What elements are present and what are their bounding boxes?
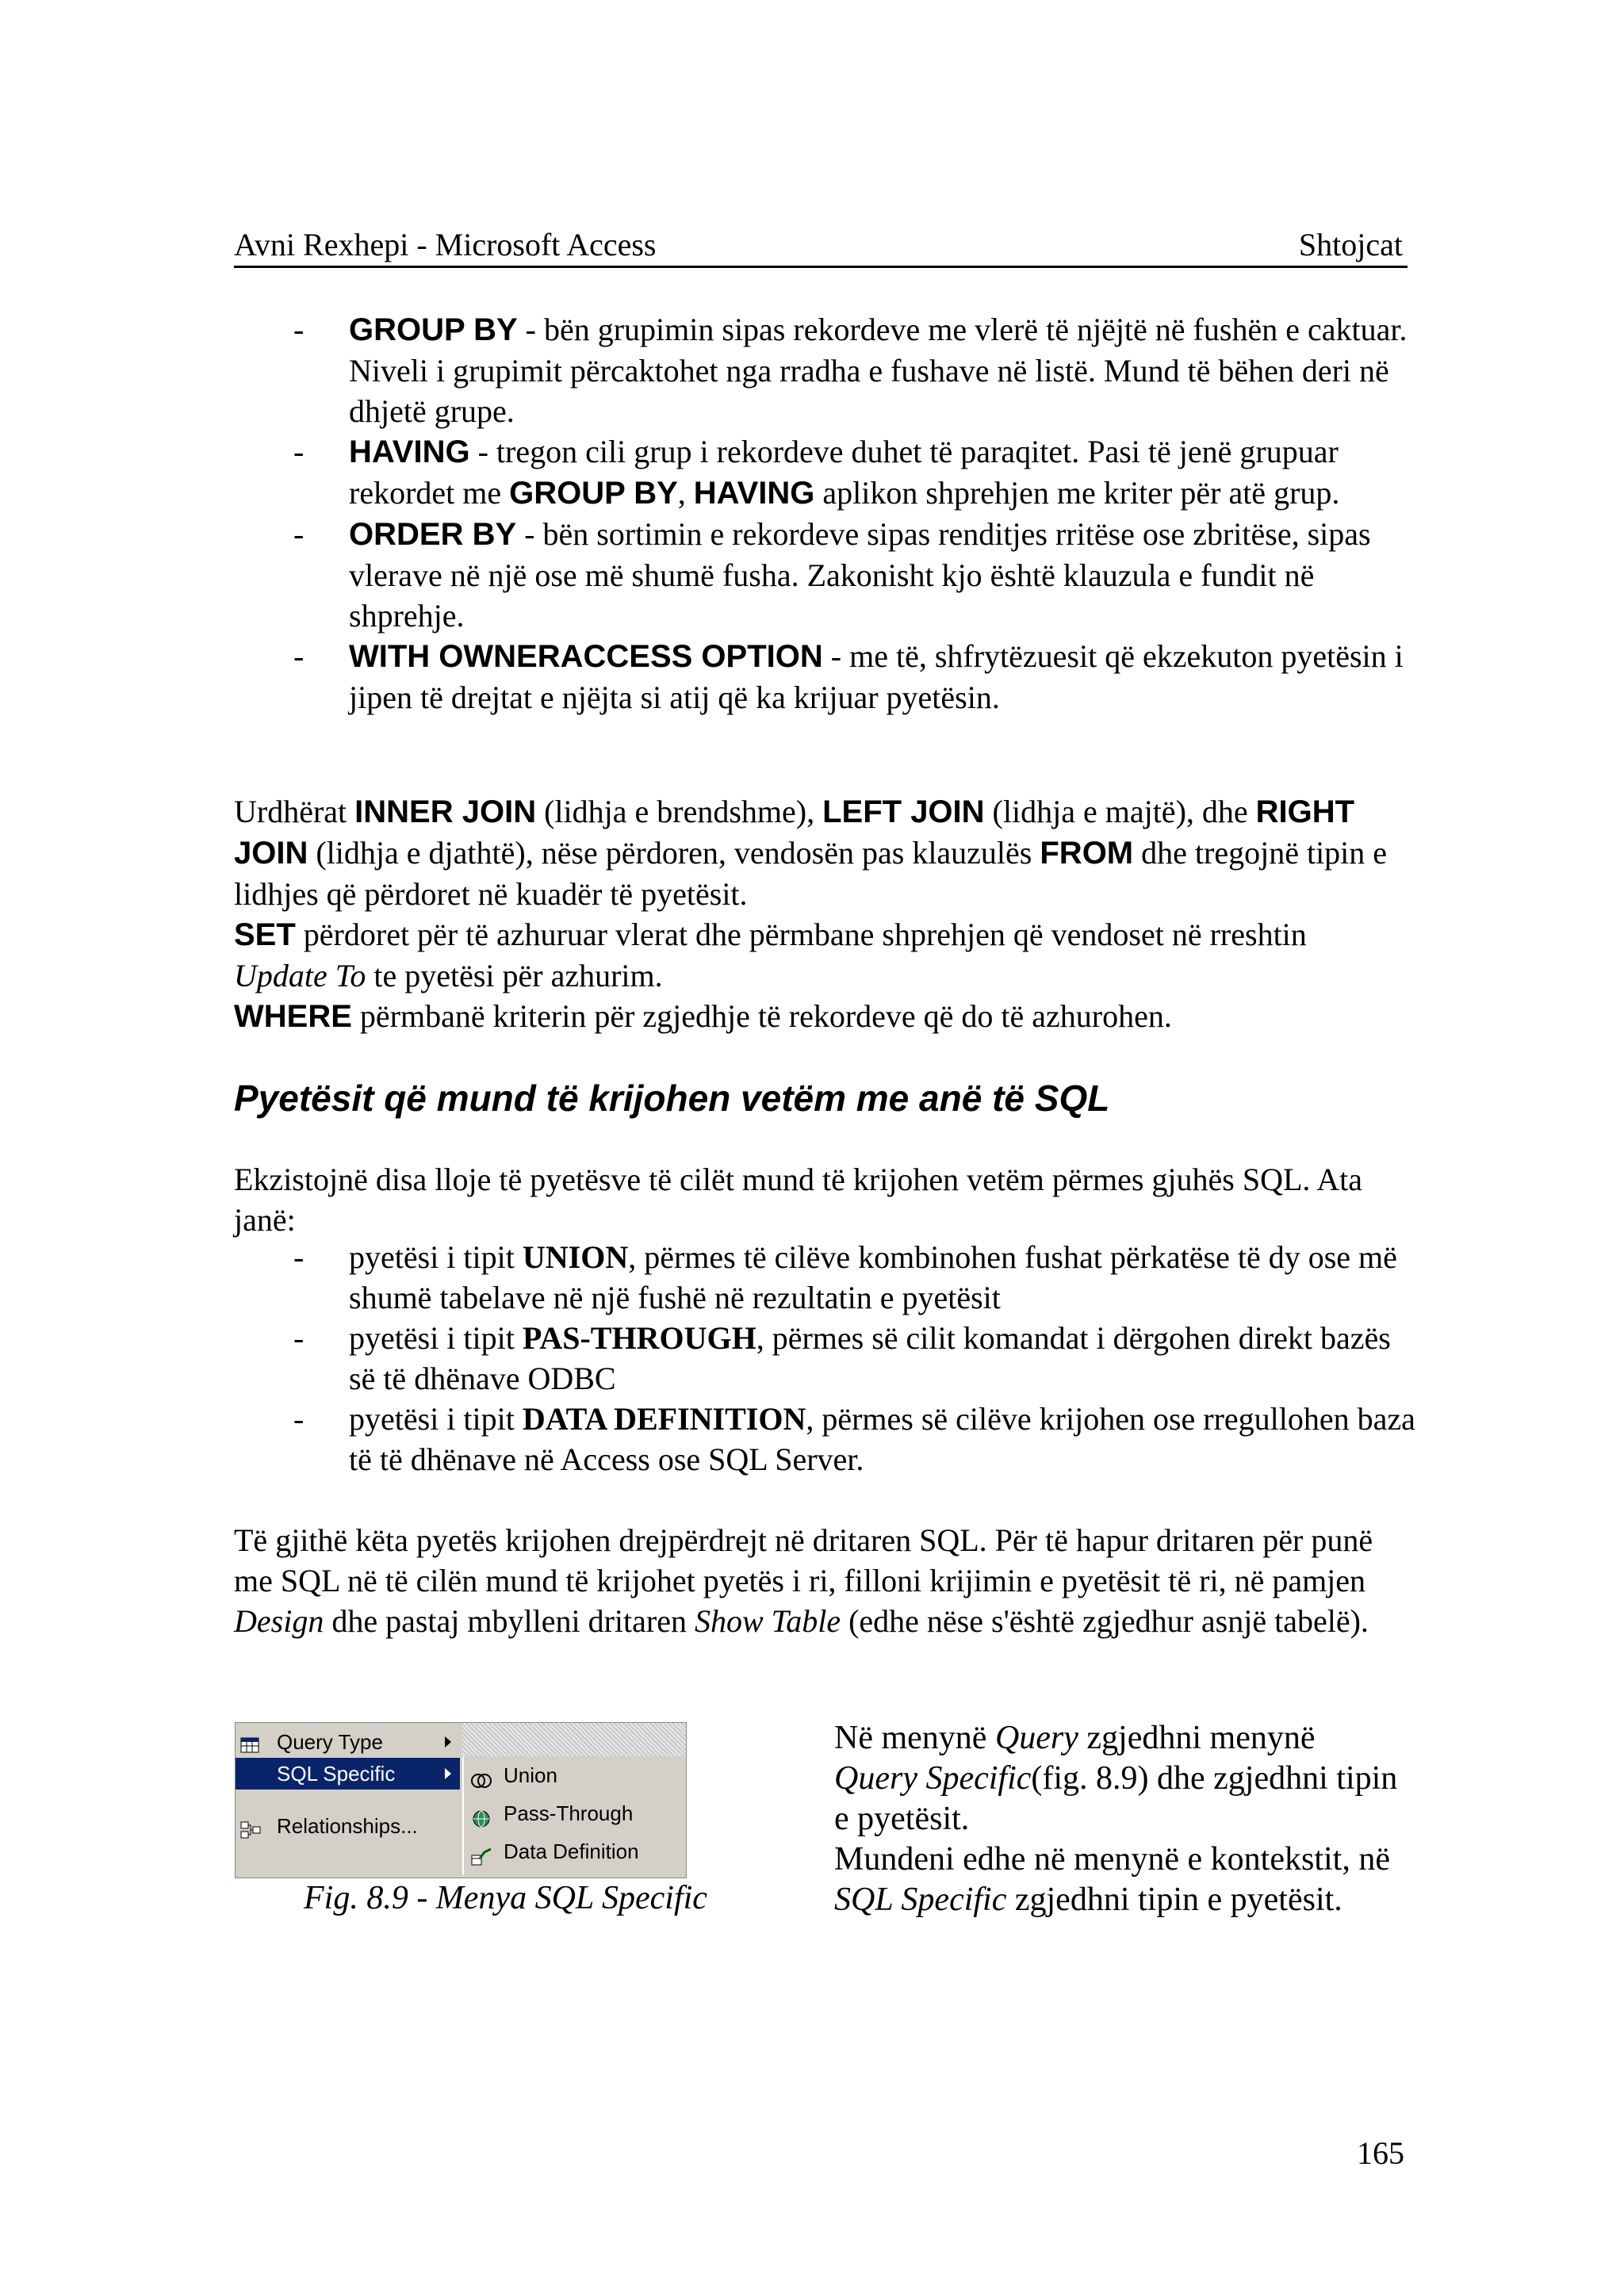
list-item: - WITH OWNERACCESS OPTION - me të, shfrytëzuesit që ekzekuton pyetësin i jipen të drejtat e njëjta si atij që ka krijuar pyetësin.	[293, 638, 1404, 715]
clause-list	[293, 309, 1411, 718]
list-item: - pyetësi i tipit PAS-THROUGH, përmes së cilit komandat i dërgohen direkt bazës së të dhënave ODBC	[293, 1320, 1391, 1396]
submenu-arrow-icon	[445, 1736, 451, 1748]
header-section: Shtojcat	[1298, 227, 1403, 262]
page-header	[234, 224, 1408, 268]
figure-side-text: Në menynë Query zgjedhni menynë Query Specific(fig. 8.9) dhe zgjedhni tipin e pyetësit. Mundeni edhe në menynë e kontekstit, në SQL Specific zgjedhni tipin e pyetësit.	[834, 1720, 1398, 1918]
list-item: - HAVING - tregon cili grup i rekordeve duhet të paraqitet. Pasi të jenë grupuar rekordet me GROUP BY, HAVING aplikon shprehjen me kriter për atë grup.	[293, 434, 1340, 511]
intro-paragraph: Ekzistojnë disa lloje të pyetësve të cilët mund të krijohen vetëm përmes gjuhës SQL. Ata janë:	[234, 1162, 1362, 1238]
header-title: Avni Rexhepi - Microsoft Access	[234, 227, 657, 262]
union-icon	[470, 1766, 492, 1785]
query-type-icon	[240, 1732, 261, 1751]
menu-hatch	[462, 1723, 686, 1756]
sql-window-paragraph: Të gjithë këta pyetës krijohen drejpërdrejt në dritaren SQL. Për të hapur dritaren për punë me SQL në të cilën mund të krijohet pyetës i ri, filloni krijimin e pyetësit të ri, në pamjen Design dhe pastaj mbylleni dritaren Show Table (edhe nëse s'është zgjedhur asnjë tabelë).	[234, 1522, 1373, 1639]
list-item: - ORDER BY - bën sortimin e rekordeve sipas renditjes rritëse ose zbritëse, sipas vlerave në një ose më shumë fusha. Zakonisht kjo është klauzula e fundit në shprehje.	[293, 516, 1371, 634]
globe-icon	[470, 1804, 492, 1823]
list-item: - pyetësi i tipit DATA DEFINITION, përmes së cilëve krijohen ose rregullohen baza të të dhënave në Access ose SQL Server.	[293, 1401, 1415, 1477]
sql-specific-menu-figure	[235, 1722, 687, 1878]
section-heading: Pyetësit që mund të krijohen vetëm me anë të SQL	[234, 1078, 1110, 1119]
submenu-item-union[interactable]: Union	[464, 1758, 686, 1793]
sql-specific-submenu	[462, 1756, 686, 1875]
menu-item-query-type[interactable]: Query Type	[236, 1726, 460, 1758]
menu-item-sql-specific[interactable]: SQL Specific	[236, 1758, 460, 1790]
join-paragraph: Urdhërat INNER JOIN (lidhja e brendshme), LEFT JOIN (lidhja e majtë), dhe RIGHT JOIN (lidhja e djathtë), nëse përdoren, vendosën pas klauzulës FROM dhe tregojnë tipin e lidhjes që përdoret në kuadër të pyetësit. SET përdoret për të azhuruar vlerat dhe përmbane shprehjen që vendoset në rreshtin Update To te pyetësi për azhurim. WHERE përmbanë kriterin për zgjedhje të rekordeve që do të azhurohen.	[234, 794, 1388, 1034]
submenu-arrow-icon	[445, 1768, 451, 1779]
list-item: - GROUP BY - bën grupimin sipas rekordeve me vlerë të njëjtë në fushën e caktuar. Niveli i grupimit përcaktohet nga rradha e fushave në listë. Mund të bëhen deri në dhjetë grupe.	[293, 312, 1408, 429]
relationships-icon	[240, 1816, 261, 1836]
menu-item-relationships[interactable]: Relationships...	[236, 1810, 460, 1842]
page-number: 165	[1357, 2135, 1404, 2171]
data-definition-icon	[470, 1842, 492, 1861]
query-type-list	[293, 1237, 1419, 1480]
submenu-item-data-definition[interactable]: Data Definition	[464, 1834, 686, 1869]
submenu-item-pass-through[interactable]: Pass-Through	[464, 1796, 686, 1831]
list-item: - pyetësi i tipit UNION, përmes të cilëve kombinohen fushat përkatëse të dy ose më shumë tabelave në një fushë në rezultatin e pyetësit	[293, 1239, 1397, 1315]
figure-caption: Fig. 8.9 - Menya SQL Specific	[304, 1880, 707, 1916]
